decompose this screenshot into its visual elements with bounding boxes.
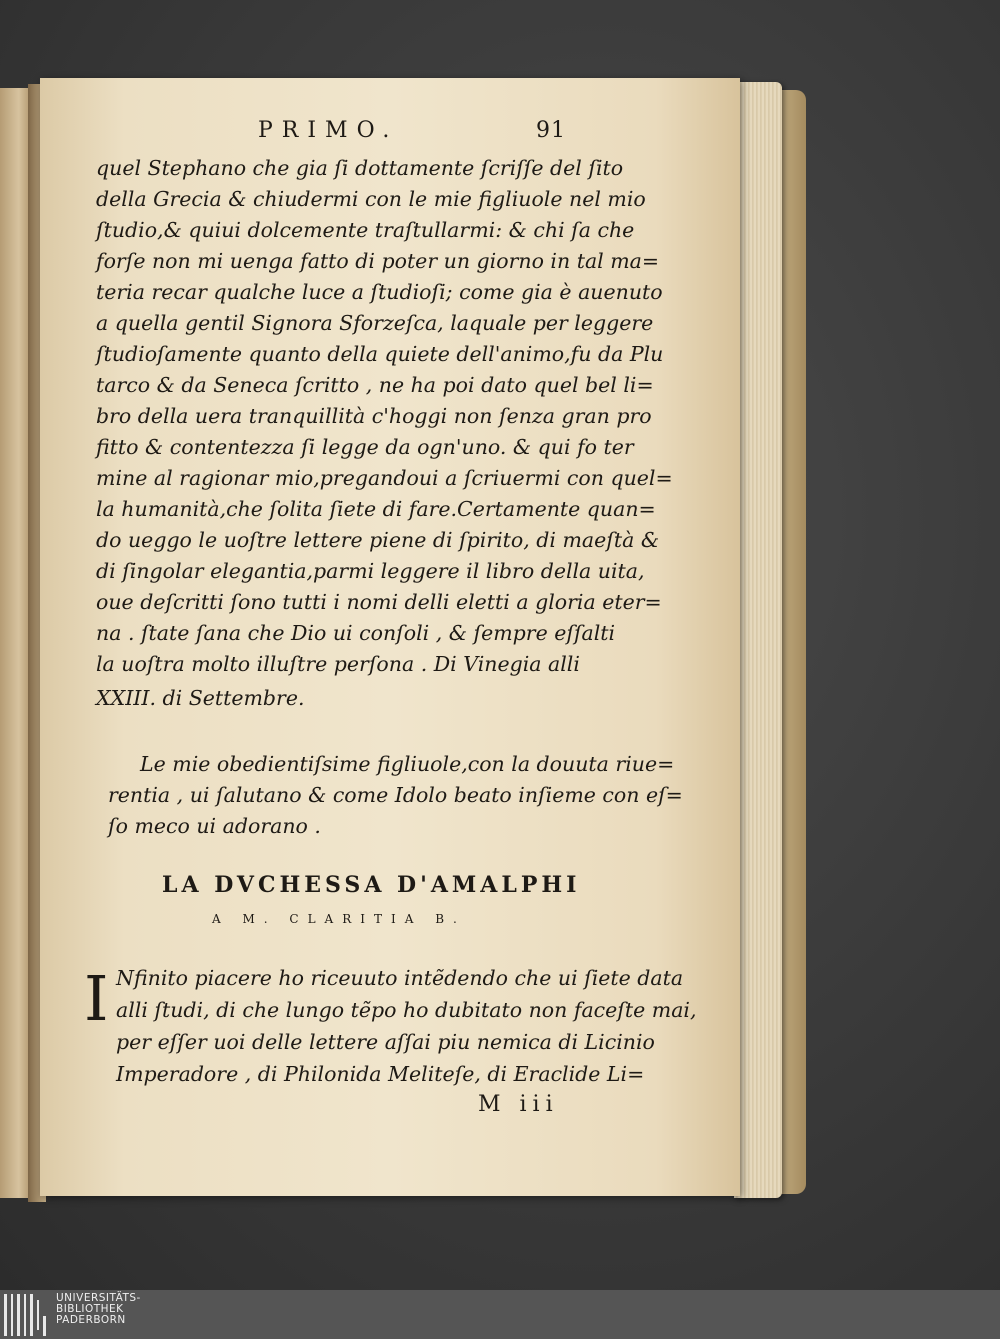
text-line: rentia , ui ſalutano & come Idolo beato inſieme con eſ= — [108, 783, 683, 807]
library-logo-icon — [4, 1294, 48, 1336]
library-name-line: PADERBORN — [56, 1314, 126, 1326]
text-line: tarco & da Seneca ſcritto , ne ha poi dato quel bel li= — [96, 373, 654, 397]
text-line: na . ſtate ſana che Dio ui conſoli , & ſempre eſſalti — [96, 621, 616, 645]
library-name-line: UNIVERSITÄTS- — [56, 1292, 141, 1304]
text-line: la uoſtra molto illuſtre perſona . Di Vinegia alli — [96, 652, 580, 676]
drop-initial: I — [84, 962, 109, 1035]
letter-heading: LA DVCHESSA D'AMALPHI — [162, 872, 581, 898]
postscript — [108, 752, 683, 852]
text-line: do ueggo le uoſtre lettere piene di ſpirito, di maeſtà & — [96, 528, 660, 552]
text-line: forſe non mi uenga fatto di poter un giorno in tal ma= — [96, 249, 660, 273]
date-line: XXIII. di Settembre. — [96, 686, 305, 710]
text-line: Nfinito piacere ho riceuuto intẽdendo che ui ſiete data — [116, 966, 684, 990]
library-name — [56, 1293, 256, 1326]
letter-recipient: A M. CLARITIA B. — [212, 912, 466, 926]
library-name-line: BIBLIOTHEK — [56, 1303, 124, 1315]
running-title: PRIMO. — [258, 118, 399, 143]
page-fore-edge — [734, 82, 782, 1198]
letter-one-body — [96, 156, 673, 716]
text-line: ſo meco ui adorano . — [108, 814, 321, 838]
text-line: teria recar qualche luce a ſtudioſi; come gia è auenuto — [96, 280, 663, 304]
running-header — [258, 118, 588, 148]
text-line: bro della uera tranquillità c'hoggi non ſenza gran pro — [96, 404, 652, 428]
text-line: della Grecia & chiudermi con le mie figliuole nel mio — [96, 187, 646, 211]
text-line: Imperadore , di Philonida Meliteſe, di Eraclide Li= — [116, 1062, 645, 1086]
text-line: Le mie obedientiſsime figliuole,con la douuta riue= — [140, 752, 675, 776]
text-line: ſtudioſamente quanto della quiete dell'animo,fu da Plu — [96, 342, 664, 366]
text-line: quel Stephano che gia ſi dottamente ſcriſſe del ſito — [96, 156, 624, 180]
text-line: ſtudio,& quiui dolcemente traſtullarmi: & chi ſa che — [96, 218, 635, 242]
text-line: di ſingolar elegantia,parmi leggere il libro della uita, — [96, 559, 645, 583]
text-line: per eſſer uoi delle lettere aſſai piu nemica di Licinio — [116, 1030, 655, 1054]
page-number: 91 — [536, 118, 566, 143]
text-line: fitto & contentezza ſi legge da ogn'uno. & qui fo ter — [96, 435, 634, 459]
text-line: oue deſcritti ſono tutti i nomi delli eletti a gloria eter= — [96, 590, 662, 614]
text-line: mine al ragionar mio,pregandoui a ſcriuermi con quel= — [96, 466, 673, 490]
text-line: la humanità,che ſolita ſiete di fare.Certamente quan= — [96, 497, 656, 521]
letter-two-body — [112, 966, 697, 1096]
text-line: alli ſtudi, di che lungo tẽpo ho dubitato non faceſte mai, — [116, 998, 697, 1022]
text-line: a quella gentil Signora Sforzeſca, laquale per leggere — [96, 311, 654, 335]
signature-mark: M iii — [478, 1092, 559, 1117]
